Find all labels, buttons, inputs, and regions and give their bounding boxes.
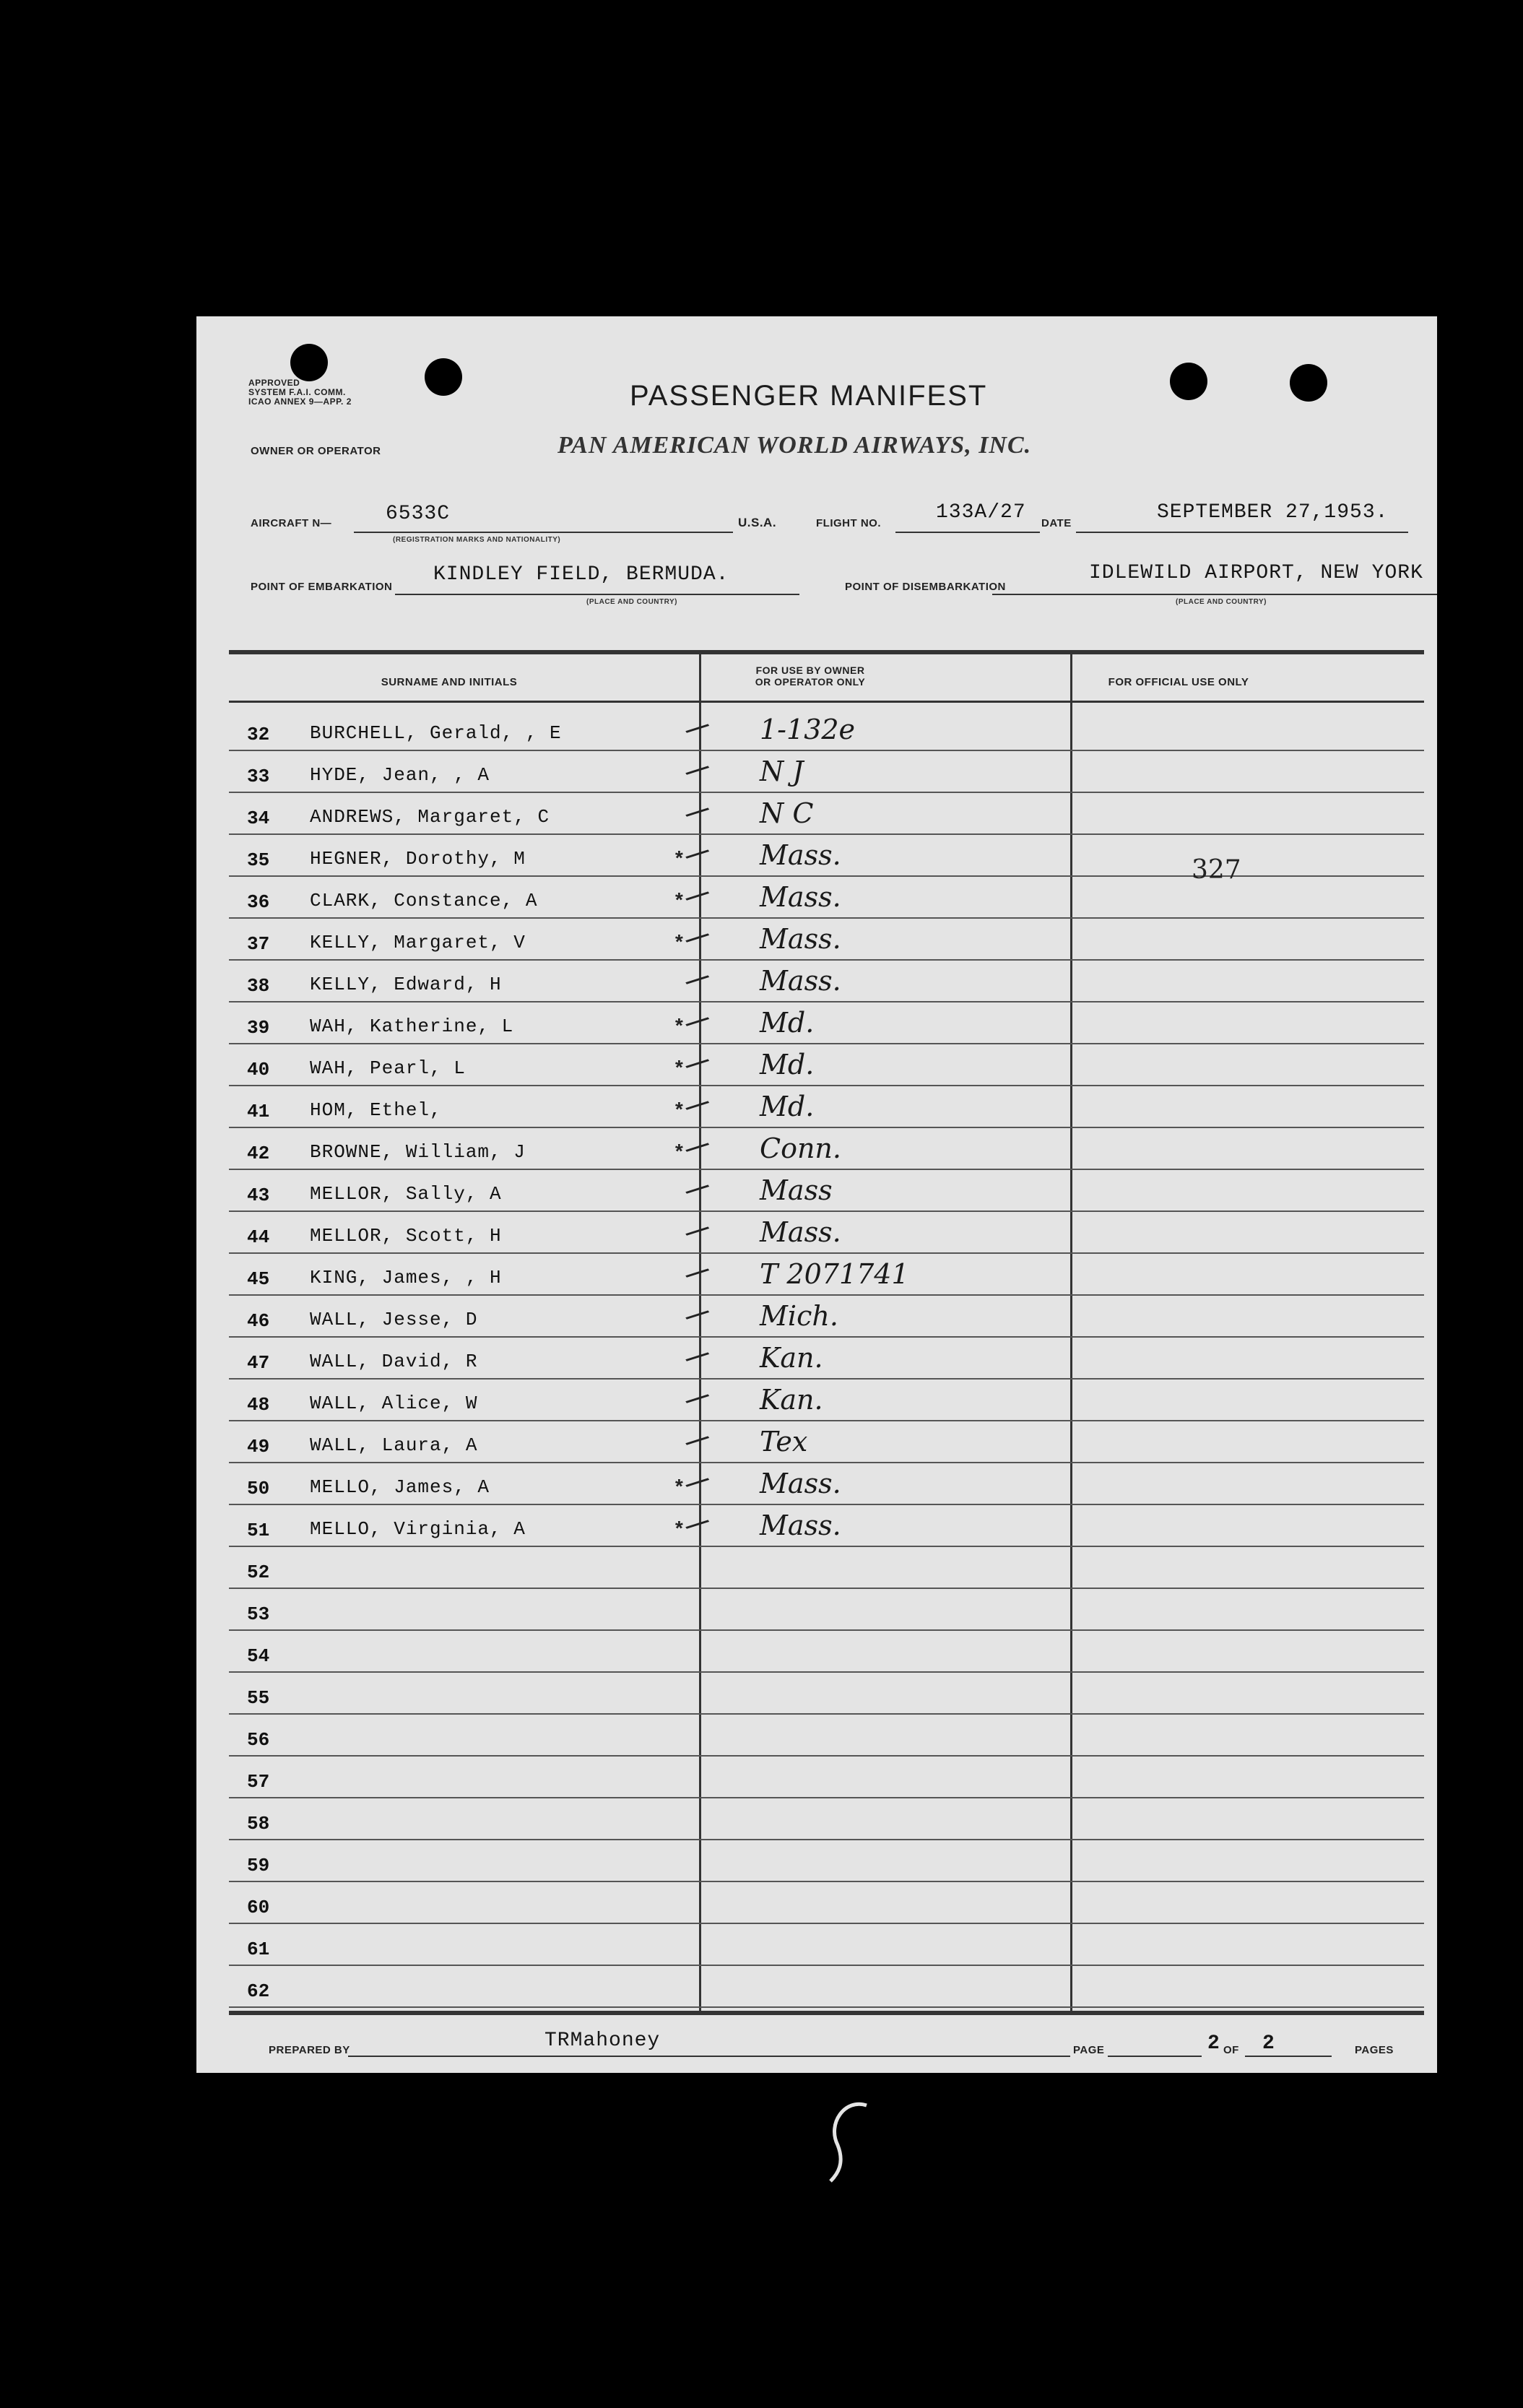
row-line — [229, 875, 1424, 877]
check-mark: / — [682, 1260, 714, 1286]
check-mark: / — [682, 1469, 714, 1495]
asterisk-mark: * — [673, 1017, 685, 1039]
page-underline — [1108, 2056, 1202, 2057]
asterisk-mark: * — [673, 1478, 685, 1500]
flight-underline — [895, 532, 1040, 533]
passenger-name: MELLOR, Sally, A — [310, 1183, 502, 1205]
row-line — [229, 1839, 1424, 1840]
check-mark: / — [682, 883, 714, 909]
passenger-name: KELLY, Edward, H — [310, 974, 502, 995]
col-divider-right — [1070, 653, 1072, 2012]
punch-hole — [1170, 363, 1207, 400]
col-owner-header-line: FOR USE BY OWNER — [755, 664, 865, 676]
row-number: 61 — [247, 1939, 270, 1960]
row-number: 37 — [247, 933, 270, 955]
row-number: 51 — [247, 1520, 270, 1541]
passenger-name: BROWNE, William, J — [310, 1141, 526, 1163]
stray-mark — [816, 2095, 888, 2188]
row-number: 56 — [247, 1729, 270, 1751]
embark-place-note: (PLACE AND COUNTRY) — [586, 598, 677, 606]
flight-value: 133A/27 — [936, 501, 1026, 524]
row-line — [229, 1252, 1424, 1254]
row-number: 40 — [247, 1059, 270, 1080]
operator-name: PAN AMERICAN WORLD AIRWAYS, INC. — [557, 432, 1032, 459]
asterisk-mark: * — [673, 1059, 685, 1081]
row-line — [229, 1755, 1424, 1757]
check-mark: / — [682, 1343, 714, 1369]
row-line — [229, 917, 1424, 919]
asterisk-mark: * — [673, 933, 685, 956]
origin-note: Mass. — [760, 1216, 841, 1248]
origin-note: Mass. — [760, 881, 841, 913]
check-mark: / — [682, 1511, 714, 1537]
row-line — [229, 1420, 1424, 1421]
row-line — [229, 750, 1424, 751]
check-mark: / — [682, 715, 714, 741]
passenger-name: WAH, Pearl, L — [310, 1057, 466, 1079]
row-line — [229, 1169, 1424, 1170]
check-mark: / — [682, 1092, 714, 1118]
passenger-name: HYDE, Jean, , A — [310, 764, 490, 786]
approval-line: SYSTEM F.A.I. COMM. — [248, 387, 346, 397]
origin-note: N J — [760, 755, 804, 787]
row-line — [229, 1378, 1424, 1380]
row-line — [229, 1294, 1424, 1296]
operator-label: OWNER OR OPERATOR — [251, 445, 381, 457]
flight-label: FLIGHT NO. — [816, 517, 881, 529]
embark-underline — [395, 594, 799, 595]
row-number: 59 — [247, 1855, 270, 1876]
origin-note: Md. — [760, 1049, 815, 1080]
row-number: 36 — [247, 891, 270, 913]
aircraft-underline — [354, 532, 733, 533]
origin-note: T 2071741 — [760, 1258, 909, 1290]
row-number: 44 — [247, 1226, 270, 1248]
passenger-name: KING, James, , H — [310, 1267, 502, 1289]
table-header-rule — [229, 701, 1424, 703]
row-number: 34 — [247, 807, 270, 829]
row-number: 50 — [247, 1478, 270, 1499]
row-line — [229, 1336, 1424, 1338]
row-number: 38 — [247, 975, 270, 997]
row-number: 55 — [247, 1687, 270, 1709]
passenger-name: ANDREWS, Margaret, C — [310, 806, 550, 828]
origin-note: Mass — [760, 1174, 833, 1206]
punch-hole — [425, 358, 462, 396]
row-line — [229, 1546, 1424, 1547]
asterisk-mark: * — [673, 1101, 685, 1123]
row-number: 53 — [247, 1603, 270, 1625]
row-line — [229, 1629, 1424, 1631]
row-line — [229, 1671, 1424, 1673]
origin-note: 1-132e — [760, 714, 856, 745]
origin-note: Md. — [760, 1007, 815, 1039]
origin-note: Mass. — [760, 1510, 841, 1541]
prepared-label: PREPARED BY — [269, 2044, 350, 2056]
of-label: OF — [1223, 2044, 1239, 2056]
passenger-name: HOM, Ethel, — [310, 1099, 442, 1121]
origin-note: Mass. — [760, 839, 841, 871]
registration-note: (REGISTRATION MARKS AND NATIONALITY) — [393, 536, 561, 544]
passenger-name: KELLY, Margaret, V — [310, 932, 526, 953]
approval-line: ICAO ANNEX 9—APP. 2 — [248, 397, 352, 407]
row-number: 60 — [247, 1897, 270, 1918]
row-number: 62 — [247, 1980, 270, 2002]
date-underline — [1076, 532, 1408, 533]
nationality: U.S.A. — [738, 516, 777, 529]
aircraft-value: 6533C — [386, 503, 451, 525]
origin-note: Mass. — [760, 965, 841, 997]
date-value: SEPTEMBER 27,1953. — [1157, 501, 1389, 524]
passenger-name: WALL, David, R — [310, 1351, 478, 1372]
row-line — [229, 1504, 1424, 1505]
row-number: 54 — [247, 1645, 270, 1667]
passenger-name: WALL, Jesse, D — [310, 1309, 478, 1330]
row-line — [229, 1797, 1424, 1798]
asterisk-mark: * — [673, 1143, 685, 1165]
check-mark: / — [682, 1302, 714, 1328]
check-mark: / — [682, 966, 714, 992]
page-label: PAGE — [1073, 2044, 1105, 2056]
of-underline — [1245, 2056, 1332, 2057]
of-value: 2 — [1262, 2032, 1275, 2055]
col-owner-header-line: OR OPERATOR ONLY — [755, 676, 866, 688]
col-owner-header — [702, 664, 919, 688]
row-number: 45 — [247, 1268, 270, 1290]
col-name-header: SURNAME AND INITIALS — [381, 676, 518, 688]
row-line — [229, 1001, 1424, 1002]
row-line — [229, 1211, 1424, 1212]
row-number: 43 — [247, 1184, 270, 1206]
row-number: 35 — [247, 849, 270, 871]
origin-note: Kan. — [760, 1342, 823, 1374]
origin-note: Mich. — [760, 1300, 838, 1332]
prepared-underline — [348, 2056, 1070, 2057]
approval-block — [248, 378, 352, 407]
approval-line: APPROVED — [248, 378, 300, 388]
row-number: 52 — [247, 1562, 270, 1583]
row-number: 33 — [247, 766, 270, 787]
official-note: 327 — [1192, 855, 1241, 885]
row-number: 42 — [247, 1143, 270, 1164]
row-line — [229, 1085, 1424, 1086]
passenger-name: BURCHELL, Gerald, , E — [310, 722, 562, 744]
row-line — [229, 1923, 1424, 1924]
origin-note: Conn. — [760, 1132, 841, 1164]
row-number: 47 — [247, 1352, 270, 1374]
row-line — [229, 1965, 1424, 1966]
row-line — [229, 1043, 1424, 1044]
check-mark: / — [682, 1050, 714, 1076]
asterisk-mark: * — [673, 1520, 685, 1542]
origin-note: Mass. — [760, 1468, 841, 1499]
row-line — [229, 792, 1424, 793]
passenger-name: WALL, Alice, W — [310, 1393, 478, 1414]
passenger-name: WALL, Laura, A — [310, 1434, 478, 1456]
row-line — [229, 959, 1424, 961]
check-mark: / — [682, 1427, 714, 1453]
row-number: 32 — [247, 724, 270, 745]
row-line — [229, 1588, 1424, 1589]
passenger-name: HEGNER, Dorothy, M — [310, 848, 526, 870]
row-line — [229, 2006, 1424, 2008]
passenger-name: MELLOR, Scott, H — [310, 1225, 502, 1247]
col-official-header: FOR OFFICIAL USE ONLY — [1108, 676, 1249, 688]
row-line — [229, 1713, 1424, 1715]
date-label: DATE — [1041, 517, 1072, 529]
row-number: 46 — [247, 1310, 270, 1332]
check-mark: / — [682, 757, 714, 783]
disembark-place-note: (PLACE AND COUNTRY) — [1176, 598, 1267, 606]
row-line — [229, 1462, 1424, 1463]
row-line — [229, 1881, 1424, 1882]
punch-hole — [290, 344, 328, 381]
pages-label: PAGES — [1355, 2044, 1394, 2056]
row-number: 57 — [247, 1771, 270, 1793]
check-mark: / — [682, 924, 714, 950]
row-line — [229, 1127, 1424, 1128]
row-number: 58 — [247, 1813, 270, 1835]
prepared-value: TRMahoney — [544, 2030, 661, 2052]
check-mark: / — [682, 1385, 714, 1411]
disembark-underline — [992, 594, 1437, 595]
aircraft-label: AIRCRAFT N— — [251, 517, 332, 529]
row-line — [229, 833, 1424, 835]
origin-note: Kan. — [760, 1384, 823, 1416]
embark-value: KINDLEY FIELD, BERMUDA. — [433, 563, 729, 586]
origin-note: N C — [760, 797, 814, 829]
form-title: PASSENGER MANIFEST — [630, 380, 988, 412]
punch-hole — [1290, 364, 1327, 402]
page-value: 2 — [1207, 2032, 1220, 2055]
row-number: 49 — [247, 1436, 270, 1458]
check-mark: / — [682, 1176, 714, 1202]
passenger-name: MELLO, James, A — [310, 1476, 490, 1498]
check-mark: / — [682, 1218, 714, 1244]
embark-label: POINT OF EMBARKATION — [251, 581, 393, 593]
asterisk-mark: * — [673, 849, 685, 872]
manifest-sheet — [196, 316, 1437, 2073]
origin-note: Tex — [760, 1426, 808, 1458]
asterisk-mark: * — [673, 891, 685, 914]
check-mark: / — [682, 841, 714, 867]
table-top-rule — [229, 650, 1424, 654]
check-mark: / — [682, 1134, 714, 1160]
origin-note: Md. — [760, 1091, 815, 1122]
check-mark: / — [682, 1008, 714, 1034]
passenger-name: MELLO, Virginia, A — [310, 1518, 526, 1540]
check-mark: / — [682, 799, 714, 825]
row-number: 39 — [247, 1017, 270, 1039]
passenger-name: CLARK, Constance, A — [310, 890, 538, 911]
row-number: 48 — [247, 1394, 270, 1416]
disembark-value: IDLEWILD AIRPORT, NEW YORK — [1089, 562, 1423, 584]
disembark-label: POINT OF DISEMBARKATION — [845, 581, 1006, 593]
row-number: 41 — [247, 1101, 270, 1122]
passenger-name: WAH, Katherine, L — [310, 1015, 514, 1037]
table-bottom-rule — [229, 2011, 1424, 2015]
origin-note: Mass. — [760, 923, 841, 955]
